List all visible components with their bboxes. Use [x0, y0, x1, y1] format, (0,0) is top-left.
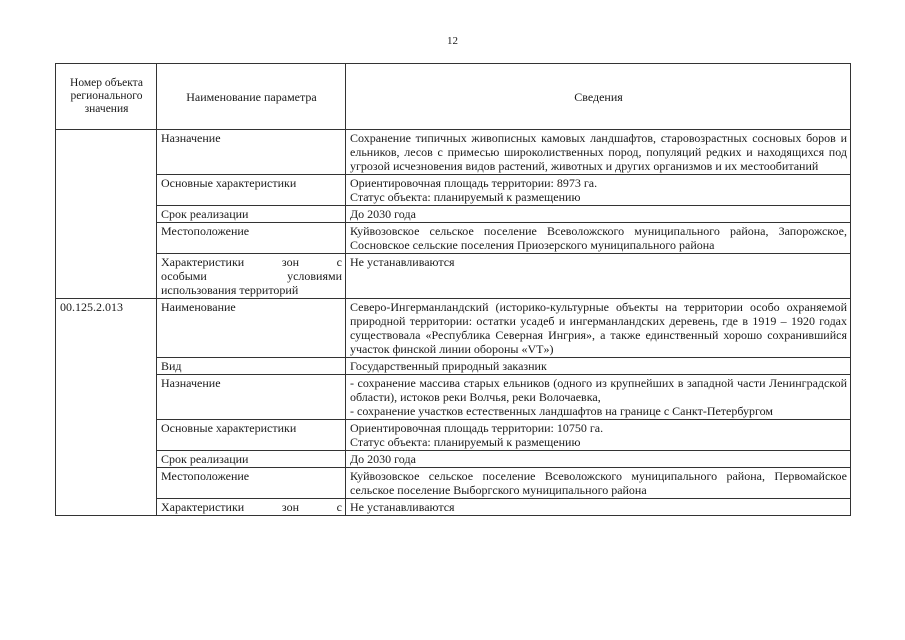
param-word: Характеристики	[161, 500, 245, 514]
value-cell: Куйвозовское сельское поселение Всеволожского муниципального района, Первомайское сельское поселение Выборгского муниципального района	[346, 468, 851, 499]
value-cell: Не устанавливаются	[346, 499, 851, 516]
object-number-cell	[56, 130, 157, 299]
param-cell: Основные характеристики	[157, 175, 346, 206]
page-number: 12	[447, 35, 458, 47]
value-cell: До 2030 года	[346, 206, 851, 223]
header-object-number: Номер объекта регионального значения	[56, 64, 157, 130]
param-cell: Основные характеристики	[157, 420, 346, 451]
table-row	[56, 175, 851, 206]
table-row	[56, 254, 851, 299]
value-cell: До 2030 года	[346, 451, 851, 468]
param-cell: Наименование	[157, 299, 346, 358]
table-row	[56, 130, 851, 175]
value-line: Ориентировочная площадь территории: 10750 га.	[350, 421, 604, 435]
value-cell: Куйвозовское сельское поселение Всеволожского муниципального района, Запорожское, Сосновское сельские поселения Приозерского муниципального района	[346, 223, 851, 254]
header-parameter-name: Наименование параметра	[157, 64, 346, 130]
param-word: с	[336, 255, 342, 269]
table-row	[56, 499, 851, 516]
table-row	[56, 451, 851, 468]
param-word: особыми	[161, 269, 207, 283]
param-word: условиями	[287, 269, 342, 283]
param-cell: Срок реализации	[157, 451, 346, 468]
param-line	[161, 255, 342, 269]
param-cell	[157, 254, 346, 299]
table-row	[56, 299, 851, 358]
param-cell: Местоположение	[157, 468, 346, 499]
param-cell: Вид	[157, 358, 346, 375]
value-line: Статус объекта: планируемый к размещению	[350, 435, 581, 449]
value-cell: Северо-Ингерманландский (историко-культурные объекты на территории особо охраняемой природной территории: остатки усадеб и ингерманландских деревень, где в 1919 – 1920 годах существовала «Республика Северная Ингрия», а также единственный хорошо сохранившийся участок финской линии обороны «VT»)	[346, 299, 851, 358]
regional-objects-table	[55, 63, 851, 516]
param-word: зон	[281, 255, 299, 269]
param-word: Характеристики	[161, 255, 245, 269]
param-cell: Срок реализации	[157, 206, 346, 223]
table-row	[56, 375, 851, 420]
value-cell: Государственный природный заказник	[346, 358, 851, 375]
header-details: Сведения	[346, 64, 851, 130]
table-row	[56, 468, 851, 499]
table-header-row	[56, 64, 851, 130]
param-cell: Местоположение	[157, 223, 346, 254]
param-line: использования территорий	[161, 283, 299, 297]
value-line: - сохранение участков естественных ландшафтов на границе с Санкт-Петербургом	[350, 404, 774, 418]
value-line: Ориентировочная площадь территории: 8973 га.	[350, 176, 598, 190]
param-word: с	[336, 500, 342, 514]
param-cell: Назначение	[157, 375, 346, 420]
param-line	[161, 500, 342, 514]
table-row	[56, 420, 851, 451]
param-cell: Назначение	[157, 130, 346, 175]
value-cell: Не устанавливаются	[346, 254, 851, 299]
value-cell	[346, 375, 851, 420]
value-line: Статус объекта: планируемый к размещению	[350, 190, 581, 204]
table-row	[56, 223, 851, 254]
value-cell: Сохранение типичных живописных камовых ландшафтов, старовозрастных сосновых боров и ельников, лесов с примесью широколиственных пород, популяций редких и находящихся под угрозой исчезновения видов растений, животных и других организмов и их местообитаний	[346, 130, 851, 175]
value-cell	[346, 420, 851, 451]
param-word: зон	[281, 500, 299, 514]
value-line: - сохранение массива старых ельников (одного из крупнейших в западной части Ленинградской области), истоков реки Волчья, реки Волочаевка,	[350, 376, 847, 404]
param-line	[161, 269, 342, 283]
table-row	[56, 206, 851, 223]
object-number-cell: 00.125.2.013	[56, 299, 157, 516]
param-cell	[157, 499, 346, 516]
value-cell	[346, 175, 851, 206]
table-row	[56, 358, 851, 375]
